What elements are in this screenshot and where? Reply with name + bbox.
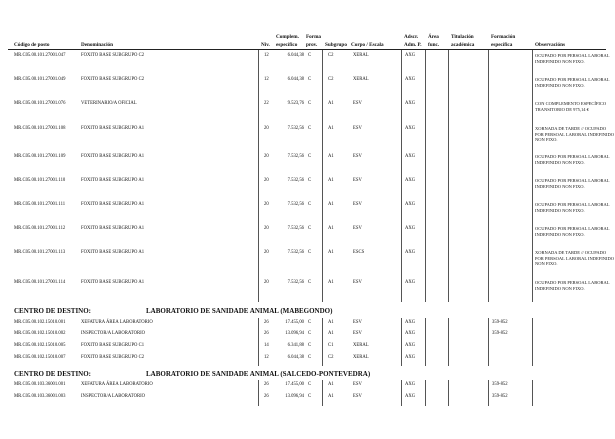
- cell-forma: C: [308, 343, 312, 348]
- cell-subgroup: A1: [328, 250, 334, 255]
- cell-corpo: ESV: [353, 101, 362, 106]
- cell-adscr: AXG: [405, 343, 416, 348]
- cell-forma: C: [308, 382, 312, 387]
- cell-corpo: XERAL: [353, 355, 369, 360]
- cell-forma: C: [308, 280, 312, 285]
- cell-forma: C: [308, 355, 312, 360]
- cell-subgroup: A1: [328, 226, 334, 231]
- cell-subgroup: A1: [328, 331, 334, 336]
- cell-corpo: ESV: [353, 320, 362, 325]
- cell-adscr: AXG: [405, 202, 416, 207]
- cell-level: 20: [264, 250, 269, 255]
- cell-complement: 7.532,56: [287, 202, 304, 207]
- cell-adscr: AXG: [405, 53, 416, 58]
- header-niv: Niv.: [261, 42, 270, 48]
- cell-level: 14: [264, 343, 269, 348]
- cell-level: 20: [264, 178, 269, 183]
- cell-level: 20: [264, 126, 269, 131]
- cell-level: 20: [264, 154, 269, 159]
- column-rule: [488, 318, 489, 366]
- column-rule: [488, 50, 489, 302]
- column-rule: [425, 50, 426, 302]
- destination-center-heading: [14, 307, 333, 315]
- header-complem: Complem.: [276, 34, 299, 40]
- cell-complement: 7.532,56: [287, 126, 304, 131]
- cell-adscr: AXG: [405, 382, 416, 387]
- cell-observations: OCUPADO POR PERSOAL LABORAL INDEFINIDO NON FIXO.: [535, 202, 610, 213]
- cell-denomination: INSPECTOR/A LABORATORIO: [81, 331, 146, 336]
- cell-subgroup: A1: [328, 154, 334, 159]
- cell-corpo: ESV: [353, 280, 362, 285]
- cell-complement: 17.455,00: [285, 320, 304, 325]
- cell-adscr: AXG: [405, 394, 416, 399]
- cell-denomination: FOXITO BASE SUBGRUPO C1: [81, 343, 145, 348]
- column-rule: [401, 380, 402, 406]
- cell-code: MR.C05.00.101.27001.110: [14, 178, 66, 183]
- header-titulacion-bot: académica: [451, 42, 475, 48]
- cell-observations: XORNADA DE TARDE // OCUPADO POR PERSOAL LABORAL INDEFINIDO NON FIXO.: [535, 250, 615, 266]
- cell-code: MR.C05.00.101.27001.111: [14, 202, 66, 207]
- cell-code: MR.C05.00.102.15010.002: [14, 331, 66, 336]
- cell-complement: 6.044,38: [287, 355, 304, 360]
- cell-complement: 7.532,56: [287, 178, 304, 183]
- cell-forma: C: [308, 202, 312, 207]
- cell-corpo: XERAL: [353, 77, 369, 82]
- cell-denomination: FOXITO BASE SUBGRUPO A1: [81, 226, 145, 231]
- cell-code: MR.C05.00.103.36001.001: [14, 382, 66, 387]
- cell-level: 12: [264, 77, 269, 82]
- cell-forma: C: [308, 126, 312, 131]
- cell-formacion: 359-852: [492, 394, 508, 399]
- header-prov: prov.: [306, 42, 318, 48]
- cell-code: MR.C05.00.101.27001.109: [14, 154, 66, 159]
- cell-level: 22: [264, 101, 269, 106]
- cell-complement: 13.096,94: [285, 394, 304, 399]
- cell-adscr: AXG: [405, 331, 416, 336]
- cell-forma: C: [308, 53, 312, 58]
- cell-corpo: ESV: [353, 331, 362, 336]
- cell-adscr: AXG: [405, 250, 416, 255]
- cell-complement: 9.523,76: [287, 101, 304, 106]
- cell-formacion: 359-852: [492, 382, 508, 387]
- cell-denomination: FOXITO BASE SUBGRUPO C2: [81, 355, 145, 360]
- cell-complement: 6.044,38: [287, 77, 304, 82]
- header-adscr-top: Adscr.: [404, 34, 419, 40]
- cell-subgroup: A1: [328, 202, 334, 207]
- cell-subgroup: A1: [328, 394, 334, 399]
- cell-observations: XORNADA DE TARDE // OCUPADO POR PERSOAL LABORAL INDEFINIDO NON FIXO.: [535, 126, 615, 142]
- cell-observations: OCUPADO POR PERSOAL LABORAL INDEFINIDO NON FIXO.: [535, 53, 610, 64]
- cell-corpo: ESV: [353, 154, 362, 159]
- cell-subgroup: C1: [328, 343, 334, 348]
- column-rule: [448, 380, 449, 406]
- header-observaciones: Observacións: [535, 42, 565, 48]
- cell-corpo: ESCS: [353, 250, 365, 255]
- cell-observations: OCUPADO POR PERSOAL LABORAL INDEFINIDO NON FIXO.: [535, 280, 610, 291]
- cell-forma: C: [308, 320, 312, 325]
- cell-denomination: FOXITO BASE SUBGRUPO C2: [81, 77, 145, 82]
- cell-subgroup: A1: [328, 126, 334, 131]
- column-rule: [425, 380, 426, 406]
- cell-observations: CON COMPLEMENTO ESPECÍFICO TRANSITORIO DE 975,14 €: [535, 101, 607, 112]
- column-rule: [448, 50, 449, 302]
- cell-adscr: AXG: [405, 101, 416, 106]
- cell-observations: OCUPADO POR PERSOAL LABORAL INDEFINIDO NON FIXO.: [535, 77, 610, 88]
- cell-forma: C: [308, 178, 312, 183]
- cell-subgroup: C2: [328, 77, 334, 82]
- cell-complement: 7.532,56: [287, 280, 304, 285]
- cell-adscr: AXG: [405, 126, 416, 131]
- cell-level: 26: [264, 320, 269, 325]
- cell-forma: C: [308, 77, 312, 82]
- cell-level: 12: [264, 355, 269, 360]
- cell-denomination: XEFATURA ÁREA LABORATORIO: [81, 320, 153, 325]
- cell-adscr: AXG: [405, 178, 416, 183]
- column-rule: [532, 50, 533, 302]
- cell-forma: C: [308, 250, 312, 255]
- header-formacion-top: Formación: [491, 34, 516, 40]
- column-rule: [401, 50, 402, 302]
- header-subgrupo: Subgrupo: [325, 42, 347, 48]
- header-corpo: Corpo / Escala: [351, 42, 384, 48]
- cell-level: 26: [264, 331, 269, 336]
- cell-code: MR.C05.00.101.27001.113: [14, 250, 66, 255]
- header-especifico: específico: [276, 42, 298, 48]
- destination-center-label: CENTRO DE DESTINO:: [14, 370, 92, 378]
- cell-code: MR.C05.00.103.36001.003: [14, 394, 66, 399]
- cell-adscr: AXG: [405, 154, 416, 159]
- column-rule: [448, 318, 449, 366]
- column-rule: [488, 380, 489, 406]
- header-formacion-bot: específica: [491, 42, 513, 48]
- cell-denomination: FOXITO BASE SUBGRUPO C2: [81, 53, 145, 58]
- column-rule: [322, 50, 323, 302]
- cell-subgroup: A1: [328, 101, 334, 106]
- cell-corpo: ESV: [353, 178, 362, 183]
- column-rule: [532, 380, 533, 406]
- cell-denomination: FOXITO BASE SUBGRUPO A1: [81, 126, 145, 131]
- column-rule: [425, 318, 426, 366]
- header-adscr-bot: Adm. P.: [404, 42, 422, 48]
- cell-denomination: FOXITO BASE SUBGRUPO A1: [81, 250, 145, 255]
- cell-denomination: XEFATURA ÁREA LABORATORIO: [81, 382, 153, 387]
- cell-code: MR.C05.00.101.27001.049: [14, 77, 66, 82]
- cell-subgroup: A1: [328, 320, 334, 325]
- cell-adscr: AXG: [405, 280, 416, 285]
- cell-corpo: XERAL: [353, 53, 369, 58]
- cell-forma: C: [308, 226, 312, 231]
- cell-adscr: AXG: [405, 77, 416, 82]
- cell-denomination: INSPECTOR/A LABORATORIO: [81, 394, 146, 399]
- cell-formacion: 359-852: [492, 320, 508, 325]
- cell-code: MR.C05.00.101.27001.076: [14, 101, 66, 106]
- destination-center-label: CENTRO DE DESTINO:: [14, 307, 92, 315]
- destination-center-name: LABORATORIO DE SANIDADE ANIMAL (SALCEDO-PONTEVEDRA): [146, 370, 371, 378]
- cell-denomination: FOXITO BASE SUBGRUPO A1: [81, 202, 145, 207]
- column-rule: [322, 318, 323, 366]
- cell-corpo: ESV: [353, 382, 362, 387]
- cell-denomination: FOXITO BASE SUBGRUPO A1: [81, 178, 145, 183]
- cell-subgroup: A1: [328, 178, 334, 183]
- cell-code: MR.C05.00.102.15010.005: [14, 343, 66, 348]
- cell-level: 12: [264, 53, 269, 58]
- cell-corpo: XERAL: [353, 343, 369, 348]
- cell-forma: C: [308, 101, 312, 106]
- cell-observations: OCUPADO POR PERSOAL LABORAL INDEFINIDO NON FIXO.: [535, 226, 610, 237]
- header-area-bot: func.: [428, 42, 440, 48]
- cell-complement: 7.532,56: [287, 250, 304, 255]
- cell-subgroup: C2: [328, 355, 334, 360]
- cell-complement: 6.341,88: [287, 343, 304, 348]
- cell-subgroup: A1: [328, 382, 334, 387]
- cell-code: MR.C05.00.102.15010.001: [14, 320, 66, 325]
- header-area-top: Área: [428, 34, 439, 40]
- cell-code: MR.C05.00.102.15010.007: [14, 355, 66, 360]
- cell-adscr: AXG: [405, 320, 416, 325]
- cell-code: MR.C05.00.101.27001.047: [14, 53, 66, 58]
- cell-complement: 17.455,00: [285, 382, 304, 387]
- cell-corpo: ESV: [353, 202, 362, 207]
- cell-corpo: ESV: [353, 226, 362, 231]
- cell-forma: C: [308, 154, 312, 159]
- cell-corpo: ESV: [353, 394, 362, 399]
- cell-level: 20: [264, 226, 269, 231]
- destination-center-heading: [14, 370, 371, 378]
- cell-formacion: 359-852: [492, 331, 508, 336]
- cell-denomination: FOXITO BASE SUBGRUPO A1: [81, 154, 145, 159]
- cell-corpo: ESV: [353, 126, 362, 131]
- cell-subgroup: C2: [328, 53, 334, 58]
- cell-denomination: VETERINARIO/A OFICIAL: [81, 101, 137, 106]
- header-forma: Forma: [306, 34, 321, 40]
- cell-code: MR.C05.00.101.27001.108: [14, 126, 66, 131]
- cell-code: MR.C05.00.101.27001.114: [14, 280, 66, 285]
- cell-subgroup: A1: [328, 280, 334, 285]
- cell-complement: 7.532,56: [287, 154, 304, 159]
- cell-adscr: AXG: [405, 355, 416, 360]
- header-titulacion-top: Titulación: [451, 34, 474, 40]
- column-rule: [532, 318, 533, 366]
- cell-denomination: FOXITO BASE SUBGRUPO A1: [81, 280, 145, 285]
- cell-level: 26: [264, 394, 269, 399]
- cell-level: 20: [264, 280, 269, 285]
- column-rule: [258, 318, 259, 366]
- cell-forma: C: [308, 331, 312, 336]
- cell-observations: OCUPADO POR PERSOAL LABORAL INDEFINIDO NON FIXO.: [535, 154, 610, 165]
- cell-forma: C: [308, 394, 312, 399]
- cell-complement: 6.044,38: [287, 53, 304, 58]
- cell-level: 26: [264, 382, 269, 387]
- cell-code: MR.C05.00.101.27001.112: [14, 226, 66, 231]
- column-rule: [258, 380, 259, 406]
- header-rule: [8, 49, 606, 50]
- cell-adscr: AXG: [405, 226, 416, 231]
- column-rule: [258, 50, 259, 302]
- header-codigo: Código de posto: [14, 42, 50, 48]
- destination-center-name: LABORATORIO DE SANIDADE ANIMAL (MABEGONDO): [146, 307, 333, 315]
- cell-complement: 13.096,94: [285, 331, 304, 336]
- header-denominacion: Denominación: [81, 42, 113, 48]
- cell-level: 20: [264, 202, 269, 207]
- cell-complement: 7.532,56: [287, 226, 304, 231]
- cell-observations: OCUPADO POR PERSOAL LABORAL INDEFINIDO NON FIXO.: [535, 178, 610, 189]
- column-rule: [322, 380, 323, 406]
- column-rule: [401, 318, 402, 366]
